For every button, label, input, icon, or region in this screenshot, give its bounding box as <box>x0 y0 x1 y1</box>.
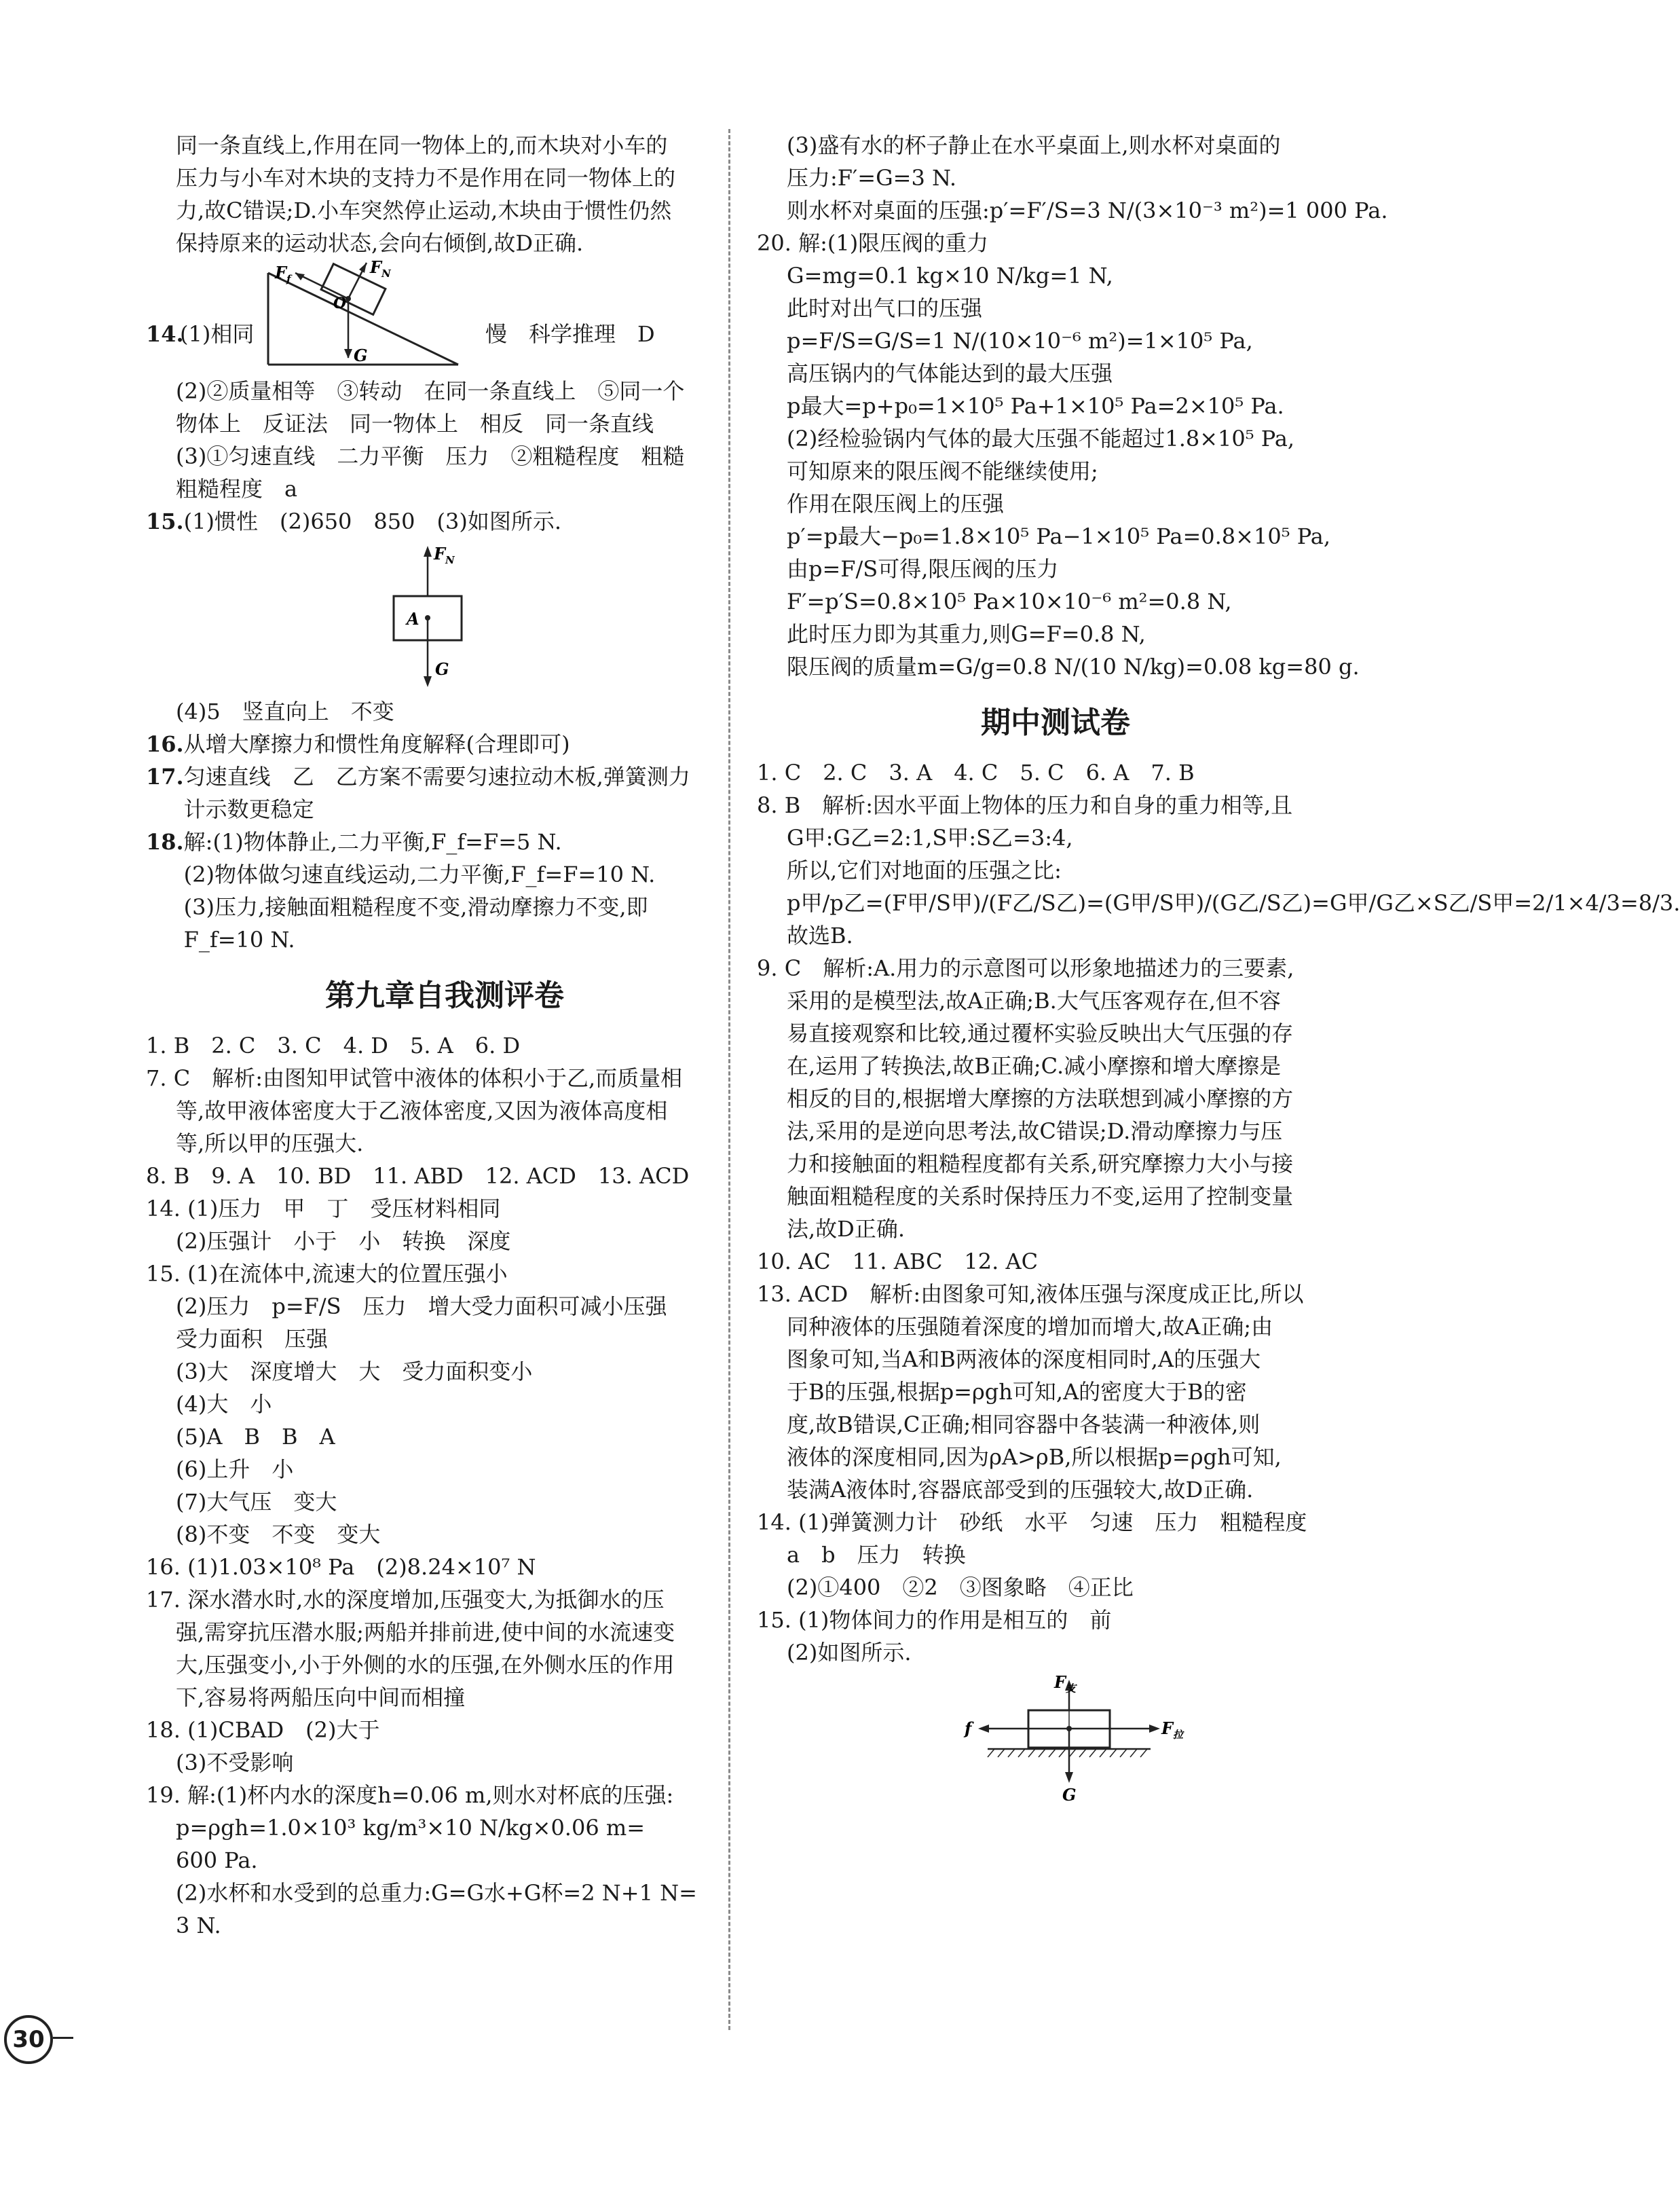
text-line: 限压阀的质量m=G/g=0.8 N/(10 N/kg)=0.08 kg=80 g. <box>787 654 1360 680</box>
text-line: p最大=p+p₀=1×10⁵ Pa+1×10⁵ Pa=2×10⁵ Pa. <box>787 393 1284 419</box>
text-line: 故选B. <box>787 923 853 948</box>
text-line: 则水杯对桌面的压强:p′=F′/S=3 N/(3×10⁻³ m²)=1 000 Pa. <box>787 198 1388 223</box>
text-line: (2)经检验锅内气体的最大压强不能超过1.8×10⁵ Pa, <box>787 426 1295 452</box>
text-line: 采用的是模型法,故A正确;B.大气压客观存在,但不容 <box>787 988 1281 1014</box>
text-line: 压力与小车对木块的支持力不是作用在同一物体上的 <box>176 165 676 191</box>
text-line: (3)压力,接触面粗糙程度不变,滑动摩擦力不变,即 <box>183 894 648 920</box>
text-line: p′=p最大−p₀=1.8×10⁵ Pa−1×10⁵ Pa=0.8×10⁵ Pa, <box>787 523 1331 549</box>
text-line: (7)大气压 变大 <box>176 1489 337 1515</box>
text-line: 18. (1)CBAD (2)大于 <box>146 1717 380 1743</box>
text-line: 物体上 反证法 同一物体上 相反 同一条直线 <box>176 411 654 437</box>
ch9-q18 <box>146 1714 743 1779</box>
q14-lines <box>146 375 743 505</box>
text-line: 装满A液体时,容器底部受到的压强较大,故D正确. <box>787 1477 1254 1503</box>
friction-label: F <box>275 263 287 282</box>
text-line: (3)①匀速直线 二力平衡 压力 ②粗糙程度 粗糙 <box>176 443 685 469</box>
ch9-q14 <box>146 1192 743 1257</box>
ch9-q16: 16. (1)1.03×10⁸ Pa (2)8.24×10⁷ N <box>146 1554 536 1580</box>
page-number: 30 <box>4 2015 53 2064</box>
center-label: O <box>333 295 347 312</box>
text-line: (2)物体做匀速直线运动,二力平衡,F_f=F=10 N. <box>183 862 656 887</box>
text-line: 等,所以甲的压强大. <box>176 1130 364 1156</box>
q14-answer-part-b: 慢 科学推理 D <box>485 321 655 347</box>
text-line: 大,压强变小,小于外侧的水的压强,在外侧水压的作用 <box>176 1652 675 1678</box>
text-line: (2)压力 p=F/S 压力 增大受力面积可减小压强 <box>176 1293 667 1319</box>
friction-label-sub: f <box>286 273 291 285</box>
text-line: p=F/S=G/S=1 N/(10×10⁻⁶ m²)=1×10⁵ Pa, <box>787 328 1253 354</box>
support-force-label-sub: 支 <box>1066 1682 1077 1695</box>
q15-part4: (4)5 竖直向上 不变 <box>176 699 394 724</box>
q14-answer-part-a: (1)相同 <box>180 321 255 347</box>
ch9-q15 <box>146 1257 743 1551</box>
page-number-rule <box>53 2037 73 2039</box>
svg-text:F支 <box>1053 1672 1078 1695</box>
text-line: 下,容易将两船压向中间而相撞 <box>176 1684 466 1710</box>
support-force-label: F <box>1054 1672 1066 1692</box>
text-line: 图象可知,当A和B两液体的深度相同时,A的压强大 <box>787 1346 1261 1372</box>
text-line: G甲:G乙=2:1,S甲:S乙=3:4, <box>787 825 1073 851</box>
text-line: 触面粗糙程度的关系时保持压力不变,运用了控制变量 <box>787 1183 1294 1209</box>
ch9-q17 <box>146 1583 743 1714</box>
text-line: (2)②质量相等 ③转动 在同一条直线上 ⑤同一个 <box>176 378 685 404</box>
text-line: G=mg=0.1 kg×10 N/kg=1 N, <box>787 263 1113 289</box>
text-line: 粗糙程度 a <box>176 476 298 502</box>
q18-row <box>146 826 743 956</box>
text-line: 易直接观察和比较,通过覆杯实验反映出大气压强的存 <box>787 1020 1294 1046</box>
text-line: (5)A B B A <box>176 1424 335 1450</box>
text-line: 3 N. <box>176 1913 221 1938</box>
text-line: 同一条直线上,作用在同一物体上的,而木块对小车的 <box>176 132 668 158</box>
mid-q14 <box>757 1506 1354 1604</box>
svg-text:FN <box>369 257 392 280</box>
text-line: 相反的目的,根据增大摩擦的方法联想到减小摩擦的方 <box>787 1086 1294 1111</box>
text-line: 解:(1)物体静止,二力平衡,F_f=F=5 N. <box>183 829 562 855</box>
text-line: 力,故C错误;D.小车突然停止运动,木块由于惯性仍然 <box>176 198 672 223</box>
mid-q8 <box>757 789 1680 952</box>
mid-q9 <box>757 952 1354 1245</box>
ch9-q7 <box>146 1062 743 1160</box>
mid-answers-1-7: 1. C 2. C 3. A 4. C 5. C 6. A 7. B <box>757 760 1195 786</box>
mid-q13 <box>757 1278 1354 1506</box>
mid-answers-10-12: 10. AC 11. ABC 12. AC <box>757 1249 1039 1274</box>
text-line: (3)盛有水的杯子静止在水平桌面上,则水杯对桌面的 <box>787 132 1281 158</box>
pull-force-label-sub: 拉 <box>1173 1729 1184 1741</box>
text-line: 等,故甲液体密度大于乙液体密度,又因为液体高度相 <box>176 1098 668 1124</box>
svg-text:Ff <box>274 263 293 285</box>
q18-lines <box>184 826 656 956</box>
text-line: F′=p′S=0.8×10⁵ Pa×10×10⁻⁶ m²=0.8 N, <box>787 589 1232 614</box>
q15-number: 15. <box>146 509 184 534</box>
ch9-q19 <box>146 1779 743 1942</box>
text-line: 9. C 解析:A.用力的示意图可以形象地描述力的三要素, <box>757 955 1294 981</box>
text-line: 20. 解:(1)限压阀的重力 <box>757 230 989 256</box>
q13-explanation-continued <box>146 129 743 259</box>
ch9-answers-8-13: 8. B 9. A 10. BD 11. ABD 12. ACD 13. ACD <box>146 1163 690 1189</box>
text-line: 法,故D正确. <box>787 1216 906 1242</box>
text-line: 液体的深度相同,因为ρA>ρB,所以根据p=ρgh可知, <box>787 1444 1282 1470</box>
text-line: (6)上升 小 <box>176 1456 294 1482</box>
text-line: (3)大 深度增大 大 受力面积变小 <box>176 1359 533 1384</box>
text-line: 匀速直线 乙 乙方案不需要匀速拉动木板,弹簧测力 <box>183 764 690 790</box>
text-line: 作用在限压阀上的压强 <box>787 491 1005 517</box>
q16-row <box>146 728 743 760</box>
right-column <box>757 129 1680 1813</box>
normal-force-label: F <box>370 257 382 277</box>
text-line: 同种液体的压强随着深度的增加而增大,故A正确;由 <box>787 1314 1273 1340</box>
normal-force-label: F <box>434 544 446 564</box>
pull-block-force-diagram <box>757 1673 1354 1809</box>
text-line: p=ρgh=1.0×10³ kg/m³×10 N/kg×0.06 m= <box>176 1815 646 1841</box>
text-line: 14. (1)弹簧测力计 砂纸 水平 匀速 压力 粗糙程度 <box>757 1509 1307 1535</box>
midterm-title: 期中测试卷 <box>981 705 1130 740</box>
q14-number: 14. <box>146 321 184 347</box>
text-line: 17. 深水潜水时,水的深度增加,压强变大,为抵御水的压 <box>146 1587 665 1612</box>
text-line: 600 Pa. <box>176 1847 258 1873</box>
gravity-label: G <box>354 346 368 365</box>
text-line: 强,需穿抗压潜水服;两船并排前进,使中间的水流速变 <box>176 1619 675 1645</box>
text-line: 8. B 解析:因水平面上物体的压力和自身的重力相等,且 <box>757 792 1293 818</box>
text-line: F_f=10 N. <box>183 927 295 953</box>
text-line: (4)大 小 <box>176 1391 272 1417</box>
svg-text:FN <box>433 544 455 566</box>
text-line: 法,采用的是逆向思考法,故C错误;D.滑动摩擦力与压 <box>787 1118 1283 1144</box>
text-line: (2)水杯和水受到的总重力:G=G水+G杯=2 N+1 N= <box>176 1880 697 1906</box>
left-column <box>146 129 743 1942</box>
q16-answer: 从增大摩擦力和惯性角度解释(合理即可) <box>183 731 570 757</box>
text-line: 所以,它们对地面的压强之比: <box>787 858 1062 883</box>
svg-text:F拉 <box>1161 1718 1184 1741</box>
q15-row <box>146 505 743 538</box>
text-line: 度,故B错误,C正确;相同容器中各装满一种液体,则 <box>787 1412 1261 1437</box>
text-line: 13. ACD 解析:由图象可知,液体压强与深度成正比,所以 <box>757 1281 1304 1307</box>
text-line: 在,运用了转换法,故B正确;C.减小摩擦和增大摩擦是 <box>787 1053 1282 1079</box>
q15-answer: (1)惯性 (2)650 850 (3)如图所示. <box>183 509 561 534</box>
text-line: 19. 解:(1)杯内水的深度h=0.06 m,则水对杯底的压强: <box>146 1782 674 1808</box>
mid-q15 <box>757 1604 1354 1669</box>
text-line: (2)压强计 小于 小 转换 深度 <box>176 1228 511 1254</box>
text-line: 此时压力即为其重力,则G=F=0.8 N, <box>787 621 1146 647</box>
normal-force-label-sub: N <box>445 554 455 566</box>
gravity-label: G <box>1062 1785 1077 1805</box>
text-line: (2)①400 ②2 ③图象略 ④正比 <box>787 1574 1134 1600</box>
text-line: 此时对出气口的压强 <box>787 295 983 321</box>
block-force-diagram <box>146 542 743 691</box>
q16-number: 16. <box>146 731 184 757</box>
q18-number: 18. <box>146 829 184 855</box>
text-line: p甲/p乙=(F甲/S甲)/(F乙/S乙)=(G甲/S甲)/(G乙/S乙)=G甲/G乙×S乙/S甲=2/1×4/3=8/3. <box>787 890 1680 916</box>
q17-row <box>146 760 743 826</box>
text-line: 受力面积 压强 <box>176 1326 329 1352</box>
chapter9-title: 第九章自我测评卷 <box>325 978 564 1013</box>
text-line: 由p=F/S可得,限压阀的压力 <box>787 556 1059 582</box>
text-line: 压力:F′=G=3 N. <box>787 165 957 191</box>
pull-force-label: F <box>1161 1718 1174 1738</box>
text-line: 7. C 解析:由图知甲试管中液体的体积小于乙,而质量相 <box>146 1065 683 1091</box>
normal-force-label-sub: N <box>381 268 391 280</box>
text-line: 可知原来的限压阀不能继续使用; <box>787 458 1098 484</box>
q17-number: 17. <box>146 764 184 790</box>
text-line: 14. (1)压力 甲 丁 受压材料相同 <box>146 1196 501 1221</box>
q17-lines <box>184 760 690 826</box>
text-line: (2)如图所示. <box>787 1640 912 1665</box>
q14-row <box>146 259 743 375</box>
text-line: 于B的压强,根据p=ρgh可知,A的密度大于B的密 <box>787 1379 1247 1405</box>
text-line: 力和接触面的粗糙程度都有关系,研究摩擦力大小与接 <box>787 1151 1294 1177</box>
gravity-label: G <box>435 659 449 679</box>
ground-hatching <box>988 1749 1147 1757</box>
text-line: (8)不变 不变 变大 <box>176 1522 381 1547</box>
ch9-q19-continued <box>757 129 1388 227</box>
text-line: (3)不受影响 <box>176 1750 294 1775</box>
text-line: a b 压力 转换 <box>787 1542 966 1568</box>
ch9-answers-1-6: 1. B 2. C 3. C 4. D 5. A 6. D <box>146 1033 521 1058</box>
text-line: 计示数更稳定 <box>183 796 314 822</box>
text-line: 高压锅内的气体能达到的最大压强 <box>787 361 1113 386</box>
text-line: 15. (1)物体间力的作用是相互的 前 <box>757 1607 1112 1633</box>
text-line: 保持原来的运动状态,会向右倾倒,故D正确. <box>176 230 584 256</box>
friction-label: f <box>965 1718 972 1738</box>
block-a-label: A <box>407 609 419 629</box>
incline-force-diagram <box>255 259 465 375</box>
ch9-q20 <box>757 227 1360 683</box>
text-line: 15. (1)在流体中,流速大的位置压强小 <box>146 1261 508 1287</box>
